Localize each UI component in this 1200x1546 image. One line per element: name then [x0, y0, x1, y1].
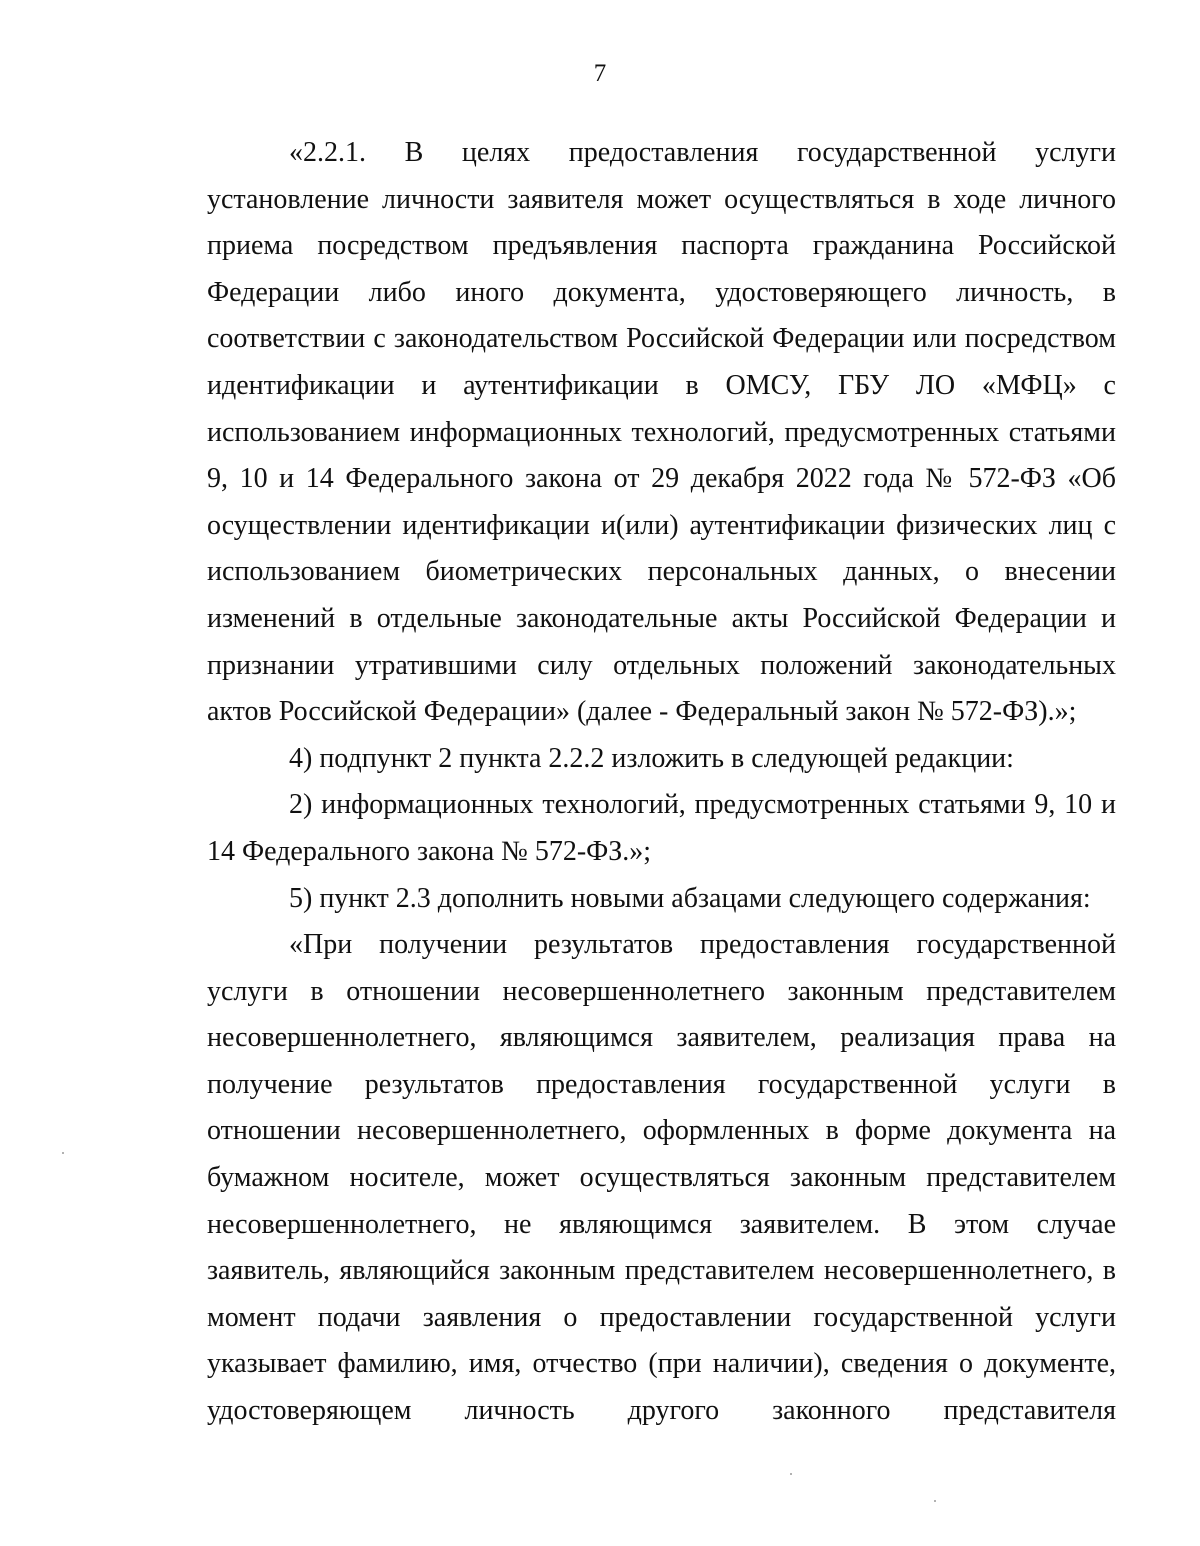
- document-body: [207, 130, 1116, 1435]
- paragraph-item-5: 5) пункт 2.3 дополнить новыми абзацами следующего содержания:: [289, 882, 1091, 914]
- paragraph-new-text: «При получении результатов предоставления государственной услуги в отношении несовершеннолетнего законным представителем несовершеннолетнего, являющимся заявителем, реализация права на получение результатов предоставления государственной услуги в отношении несовершеннолетнего, оформленных в форме документа на бумажном носителе, может осуществляться законным представителем несовершеннолетнего, не являющимся заявителем. В этом случае заявитель, являющийся законным представителем несовершеннолетнего, в момент подачи заявления о предоставлении государственной услуги указывает фамилию, имя, отчество (при наличии), сведения о документе, удостоверяющем личность другого законного представителя: [207, 929, 1116, 1427]
- paragraph-2-2-1: «2.2.1. В целях предоставления государственной услуги установление личности заявителя может осуществляться в ходе личного приема посредством предъявления паспорта гражданина Российской Федерации либо иного документа, удостоверяющего личность, в соответствии с законодательством Российской Федерации или посредством идентификации и аутентификации в ОМСУ, ГБУ ЛО «МФЦ» с использованием информационных технологий, предусмотренных статьями 9, 10 и 14 Федерального закона от 29 декабря 2022 года № 572-ФЗ «Об осуществлении идентификации и(или) аутентификации физических лиц с использованием биометрических персональных данных, о внесении изменений в отдельные законодательные акты Российской Федерации и признании утратившими силу отдельных положений законодательных актов Российской Федерации» (далее - Федеральный закон № 572-ФЗ).»;: [207, 137, 1116, 728]
- scan-speck: [790, 1473, 792, 1475]
- paragraph-subitem-2: 2) информационных технологий, предусмотренных статьями 9, 10 и 14 Федерального закона № 572-ФЗ.»;: [207, 789, 1116, 867]
- page-number: 7: [593, 60, 607, 87]
- scan-speck: [62, 1152, 64, 1154]
- paragraph-item-4: 4) подпункт 2 пункта 2.2.2 изложить в следующей редакции:: [289, 742, 1014, 774]
- scan-speck: [934, 1500, 936, 1502]
